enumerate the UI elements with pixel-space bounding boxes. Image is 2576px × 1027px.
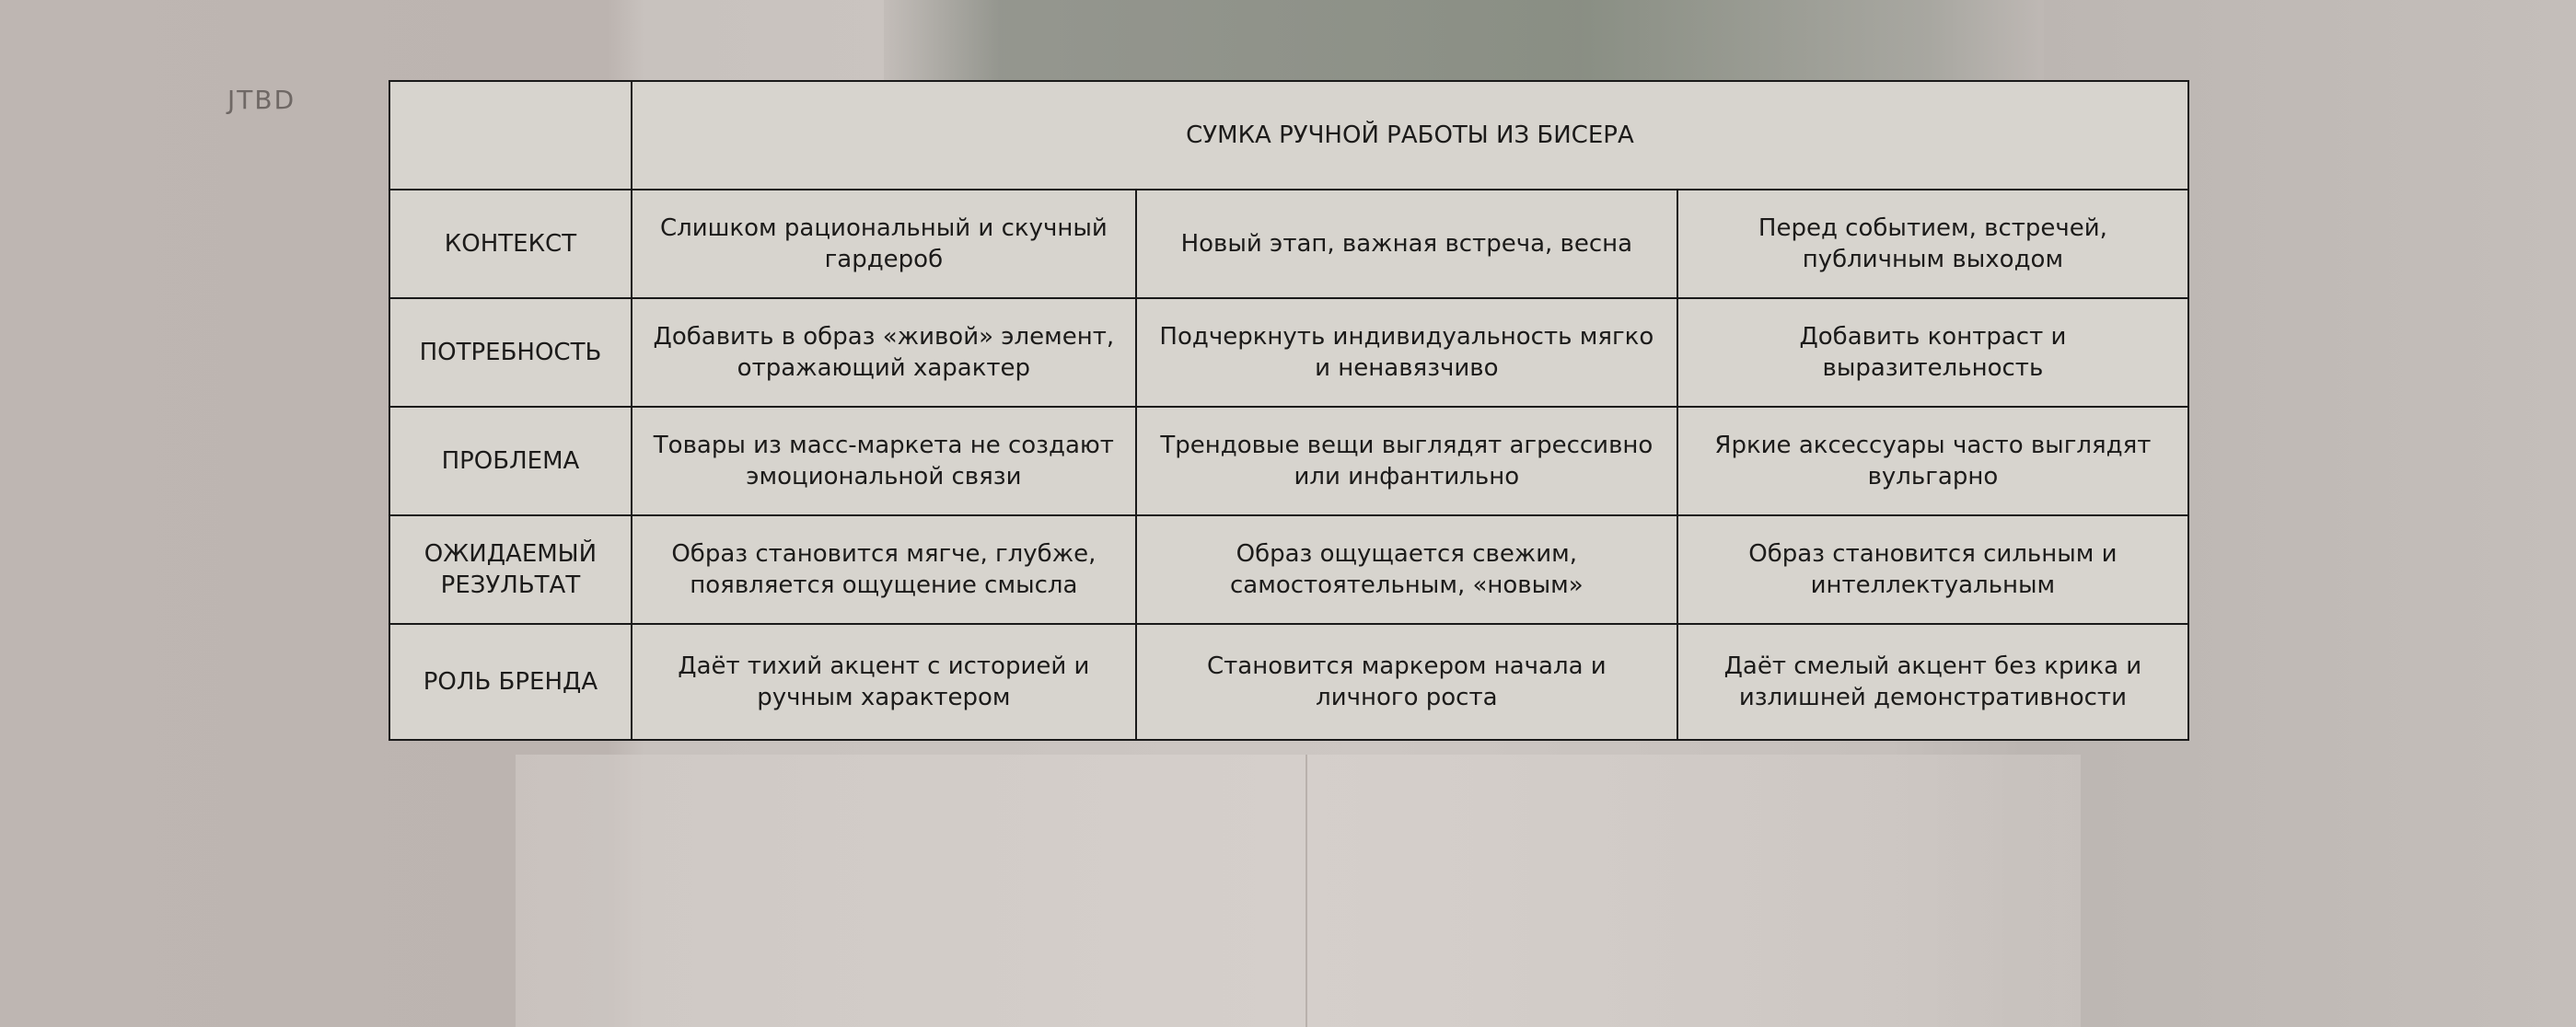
row-label: РОЛЬ БРЕНДА — [389, 624, 632, 740]
table-row-need — [389, 298, 2188, 407]
table-cell: Товары из масс-маркета не создают эмоциональной связи — [632, 407, 1136, 515]
table-row-problem — [389, 407, 2188, 515]
table-cell: Образ становится мягче, глубже, появляется ощущение смысла — [632, 515, 1136, 624]
table-cell: Подчеркнуть индивидуальность мягко и ненавязчиво — [1136, 298, 1677, 407]
jtbd-table — [389, 80, 2189, 741]
table-cell: Яркие аксессуары часто выглядят вульгарно — [1677, 407, 2188, 515]
table-cell: Образ ощущается свежим, самостоятельным, «новым» — [1136, 515, 1677, 624]
table-row-expected-result — [389, 515, 2188, 624]
table-cell: Добавить в образ «живой» элемент, отражающий характер — [632, 298, 1136, 407]
background-photo-bottom — [516, 755, 2081, 1027]
table-cell: Слишком рациональный и скучный гардероб — [632, 190, 1136, 298]
background-photo-top — [884, 0, 2044, 83]
table-cell: Даёт смелый акцент без крика и излишней демонстративности — [1677, 624, 2188, 740]
background-seam-line — [1305, 755, 1307, 1027]
table-header-row — [389, 81, 2188, 190]
table-row-brand-role — [389, 624, 2188, 740]
header-empty-cell — [389, 81, 632, 190]
table-cell: Даёт тихий акцент с историей и ручным характером — [632, 624, 1136, 740]
table-cell: Перед событием, встречей, публичным выходом — [1677, 190, 2188, 298]
row-label: ПРОБЛЕМА — [389, 407, 632, 515]
table-header-title: СУМКА РУЧНОЙ РАБОТЫ ИЗ БИСЕРА — [632, 81, 2188, 190]
row-label: ПОТРЕБНОСТЬ — [389, 298, 632, 407]
table-row-context — [389, 190, 2188, 298]
table-cell: Добавить контраст и выразительность — [1677, 298, 2188, 407]
table-cell: Образ становится сильным и интеллектуальным — [1677, 515, 2188, 624]
row-label: ОЖИДАЕМЫЙ РЕЗУЛЬТАТ — [389, 515, 632, 624]
brand-label: JTBD — [227, 85, 296, 115]
row-label: КОНТЕКСТ — [389, 190, 632, 298]
table-cell: Трендовые вещи выглядят агрессивно или инфантильно — [1136, 407, 1677, 515]
table-cell: Становится маркером начала и личного роста — [1136, 624, 1677, 740]
table-cell: Новый этап, важная встреча, весна — [1136, 190, 1677, 298]
